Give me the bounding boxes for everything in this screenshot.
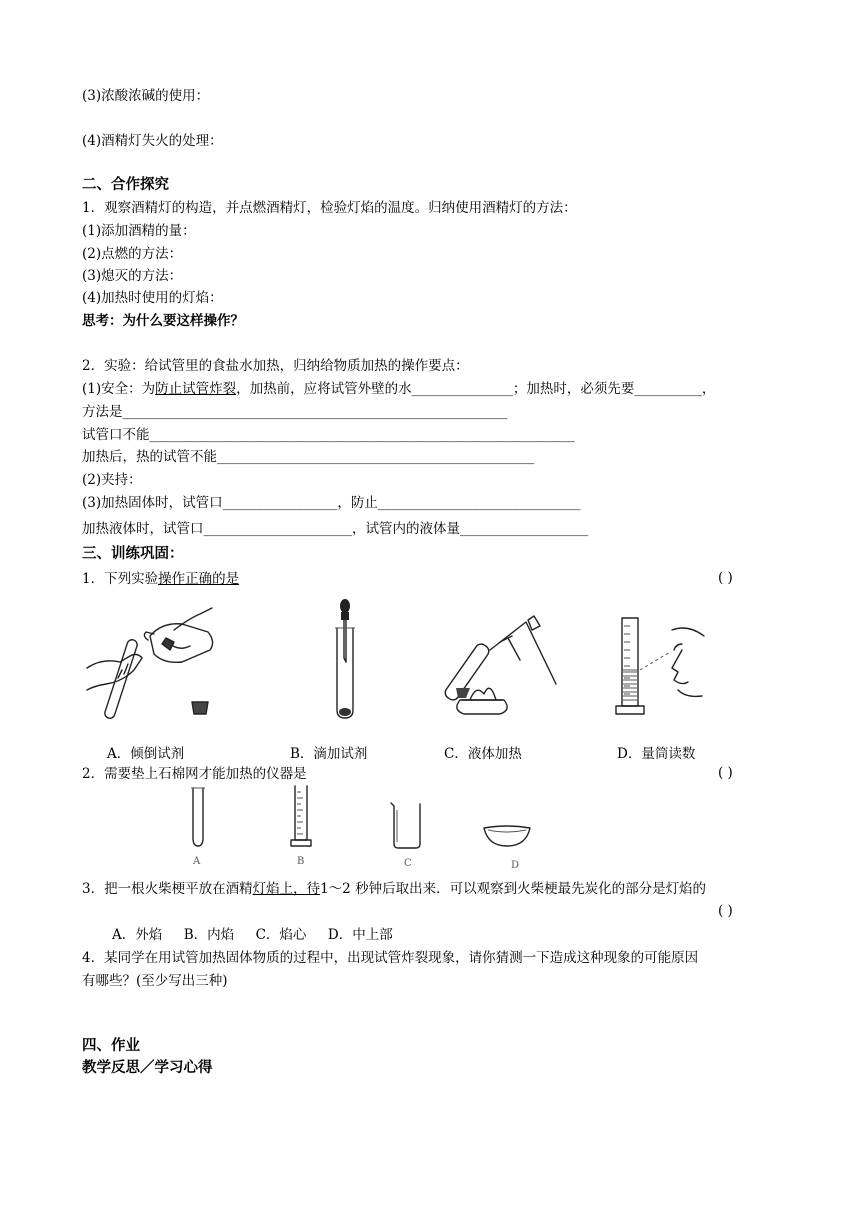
apparatus-graduated-cylinder	[286, 784, 316, 850]
ex4-stem-line1: 4．某同学在用试管加热固体物质的过程中，出现试管炸裂现象，请你猜测一下造成这种现象的可能原因	[82, 950, 699, 966]
q2-clamp-line: (2)夹持：	[82, 472, 142, 488]
q2-after-line: 加热后，热的试管不能_______________________________________________	[82, 449, 535, 465]
ex3-options: A．外焰 B．内焰 C．焰心 D．中上部	[112, 927, 393, 943]
apparatus-test-tube	[186, 786, 210, 850]
figure-dropping	[325, 598, 365, 723]
ex1-stem	[82, 570, 239, 588]
q2-safety-underlined: 防止试管炸裂	[155, 381, 237, 397]
apparatus-label-d: D	[511, 860, 520, 871]
think-prompt: 思考：为什么要这样操作？	[82, 313, 244, 329]
ex3-answer-paren: ( )	[718, 903, 733, 919]
section-4-title: 四、作业	[82, 1038, 140, 1054]
q2-solid-line: (3)加热固体时，试管口_________________，防止______________________________	[82, 495, 581, 511]
apparatus-label-c: C	[404, 858, 412, 869]
apparatus-evaporating-dish	[482, 822, 532, 850]
q2-method-line: 方法是_________________________________________________________	[82, 404, 508, 420]
ex3-stem	[82, 880, 706, 898]
q2-safety-prefix: (1)安全：为	[82, 381, 156, 397]
q2-safety-rest: ，加热前，应将试管外壁的水_______________；加热时，必须先要__________，	[236, 381, 716, 397]
ex1-answer-paren: ( )	[718, 570, 733, 586]
figure-cylinder-reading	[612, 610, 712, 720]
ex3-stem-prefix: 3．把一根火柴梗平放在酒精	[82, 881, 253, 897]
apparatus-label-a: A	[193, 856, 201, 867]
ex3-stem-rest: 1～2 秒钟后取出来．可以观察到火柴梗最先炭化的部分是灯焰的	[320, 881, 707, 897]
ex2-answer-paren: ( )	[718, 765, 733, 781]
q2-stem: 2．实验：给试管里的食盐水加热，归纳给物质加热的操作要点：	[82, 358, 469, 374]
ex1-option-c: C．液体加热	[444, 746, 522, 762]
q2-liquid-line: 加热液体时，试管口______________________，试管内的液体量___________________	[82, 521, 589, 537]
q1-item-1: (1)添加酒精的量：	[82, 223, 196, 239]
ex1-stem-prefix: 1．下列实验	[82, 571, 159, 587]
apparatus-beaker	[388, 800, 424, 850]
section-3-title: 三、训练巩固：	[82, 546, 184, 562]
q1-item-3: (3)熄灭的方法：	[82, 268, 183, 284]
ex3-stem-underlined: 灯焰上，待	[252, 881, 321, 897]
prep-item-3: (3)浓酸浓碱的使用：	[82, 88, 210, 104]
ex1-option-a: A．倾倒试剂	[107, 746, 185, 762]
prep-item-4: (4)酒精灯失火的处理：	[82, 133, 223, 149]
ex1-option-b: B．滴加试剂	[290, 746, 368, 762]
q2-mouth-line: 试管口不能_______________________________________________________________	[82, 427, 575, 443]
figure-pouring	[82, 598, 232, 723]
q2-safety-line	[82, 380, 715, 398]
section-2-title: 二、合作探究	[82, 177, 169, 193]
reflection-heading: 教学反思／学习心得	[82, 1060, 213, 1076]
ex4-stem-line2: 有哪些？(至少写出三种)	[82, 973, 228, 989]
q1-item-2: (2)点燃的方法：	[82, 246, 183, 262]
q1-item-4: (4)加热时使用的灯焰：	[82, 290, 223, 306]
apparatus-label-b: B	[297, 856, 305, 867]
q1-stem: 1．观察酒精灯的构造，并点燃酒精灯，检验灯焰的温度。归纳使用酒精灯的方法：	[82, 200, 577, 216]
ex1-stem-underlined: 操作正确的是	[158, 571, 240, 587]
ex2-stem: 2．需要垫上石棉网才能加热的仪器是	[82, 766, 307, 782]
figure-liquid-heating	[440, 610, 565, 720]
ex1-option-d: D．量筒读数	[617, 746, 696, 762]
